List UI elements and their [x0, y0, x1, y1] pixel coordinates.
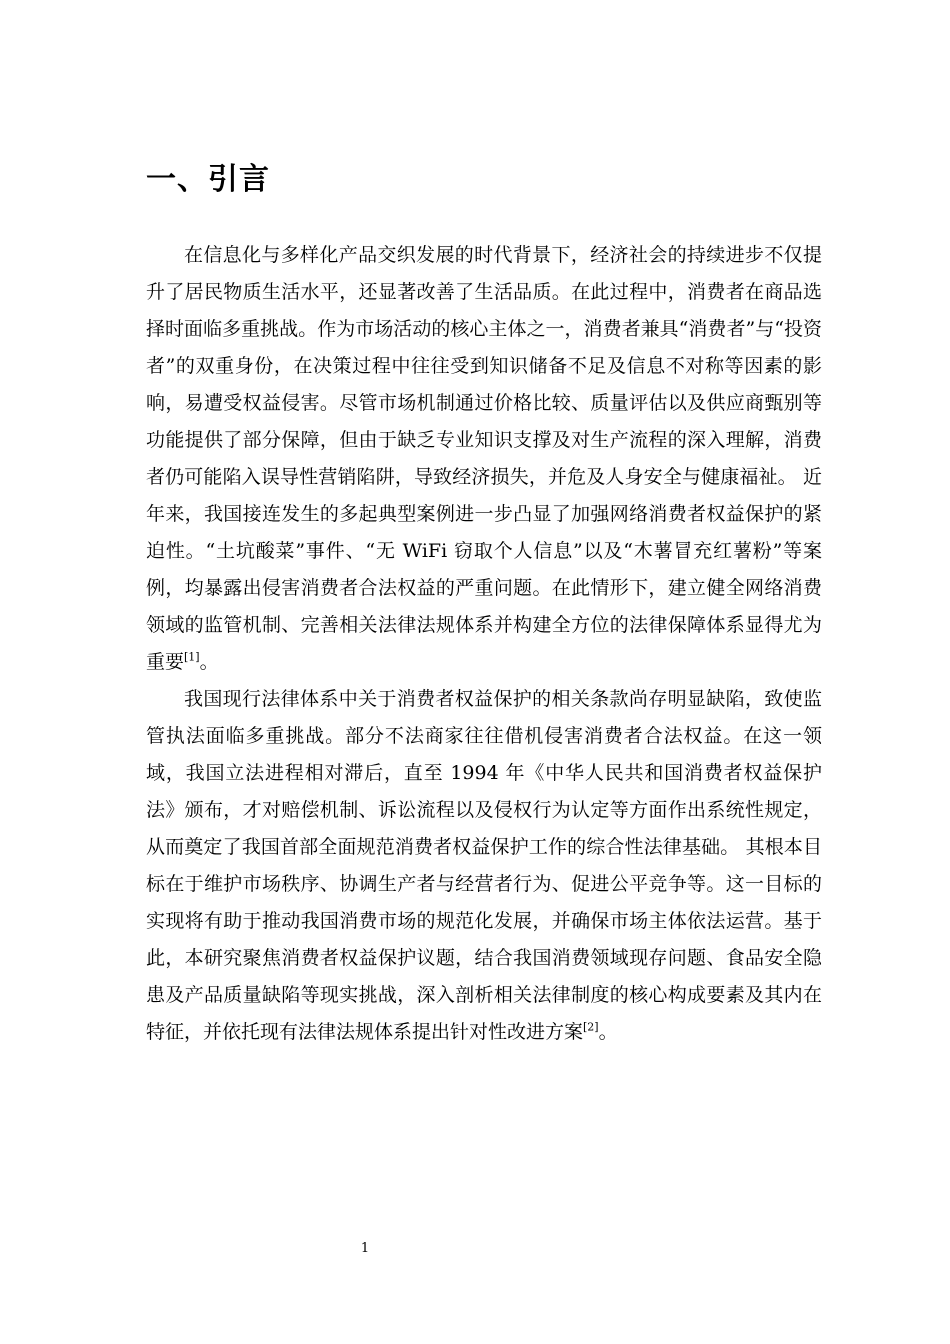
- paragraph-2-end: 。: [598, 1021, 618, 1043]
- body-text: [146, 237, 822, 1051]
- paragraph-1-end: 。: [199, 651, 219, 673]
- paragraph-2-text: 我国现行法律体系中关于消费者权益保护的相关条款尚存明显缺陷，致使监管执法面临多重挑战。部分不法商家往往借机侵害消费者合法权益。在这一领域，我国立法进程相对滞后，直至 1994 年《中华人民共和国消费者权益保护法》颁布，才对赔偿机制、诉讼流程以及侵权行为认定等方面作出系统性规定，从而奠定了我国首部全面规范消费者权益保护工作的综合性法律基础。 其根本目标在于维护市场秩序、协调生产者与经营者行为、促进公平竞争等。这一目标的实现将有助于推动我国消费市场的规范化发展，并确保市场主体依法运营。基于此，本研究聚焦消费者权益保护议题，结合我国消费领域现存问题、食品安全隐患及产品质量缺陷等现实挑战，深入剖析相关法律制度的核心构成要素及其内在特征，并依托现有法律法规体系提出针对性改进方案: [146, 688, 822, 1043]
- page-number: 1: [360, 1241, 370, 1256]
- citation-ref-1: [1]: [184, 650, 200, 664]
- paragraph-2: [146, 681, 822, 1051]
- paragraph-1-text: 在信息化与多样化产品交织发展的时代背景下，经济社会的持续进步不仅提升了居民物质生活水平，还显著改善了生活品质。在此过程中，消费者在商品选择时面临多重挑战。作为市场活动的核心主体之一，消费者兼具“消费者”与“投资者”的双重身份，在决策过程中往往受到知识储备不足及信息不对称等因素的影响，易遭受权益侵害。尽管市场机制通过价格比较、质量评估以及供应商甄别等功能提供了部分保障，但由于缺乏专业知识支撑及对生产流程的深入理解，消费者仍可能陷入误导性营销陷阱，导致经济损失，并危及人身安全与健康福祉。 近年来，我国接连发生的多起典型案例进一步凸显了加强网络消费者权益保护的紧迫性。“土坑酸菜”事件、“无 WiFi 窃取个人信息”以及“木薯冒充红薯粉”等案例，均暴露出侵害消费者合法权益的严重问题。在此情形下，建立健全网络消费领域的监管机制、完善相关法律法规体系并构建全方位的法律保障体系显得尤为重要: [146, 244, 822, 673]
- section-heading: 一、引言: [146, 162, 270, 197]
- paragraph-1: [146, 237, 822, 681]
- citation-ref-2: [2]: [583, 1020, 599, 1034]
